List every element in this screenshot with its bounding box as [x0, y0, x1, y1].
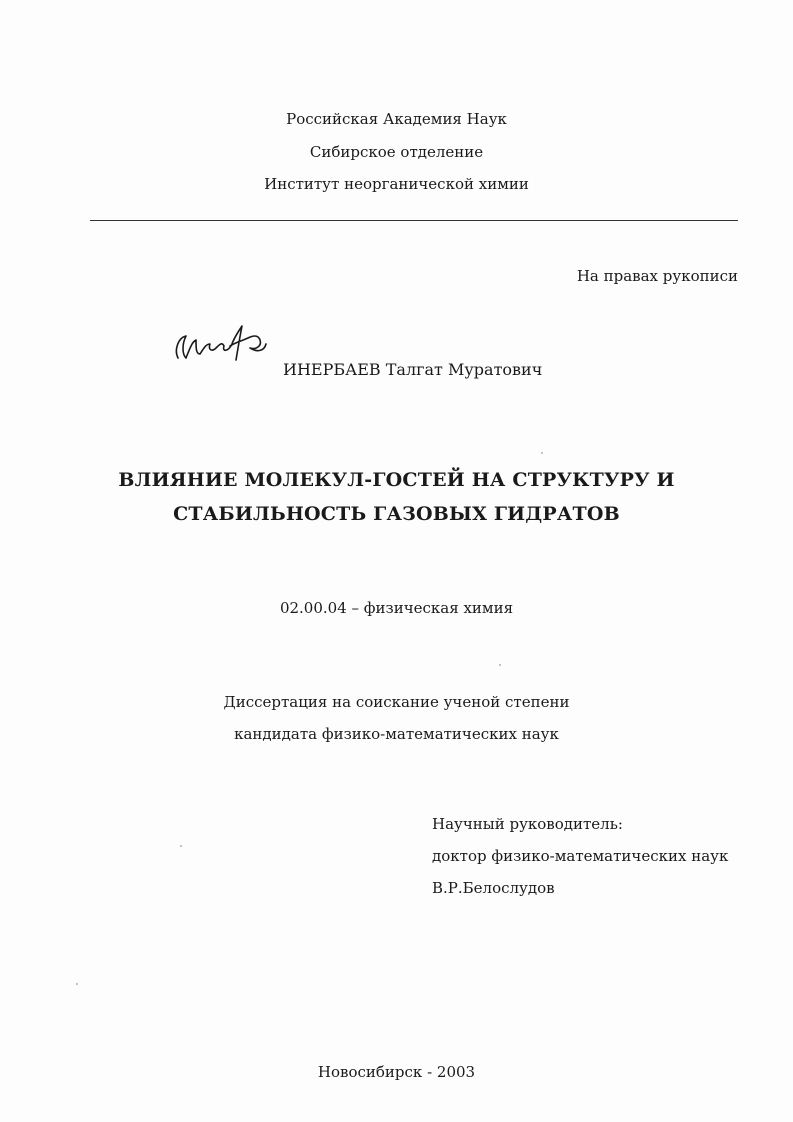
- rights-note: На правах рукописи: [576, 267, 738, 285]
- degree-line-2: кандидата физико-математических наук: [234, 725, 559, 743]
- scan-speck: [180, 845, 182, 847]
- specialty-code: 02.00.04 – физическая химия: [279, 599, 514, 617]
- dissertation-title-line-2: СТАБИЛЬНОСТЬ ГАЗОВЫХ ГИДРАТОВ: [173, 503, 620, 525]
- author-signature: [172, 318, 272, 366]
- scan-speck: [541, 452, 543, 454]
- author-name: ИНЕРБАЕВ Талгат Муратович: [283, 360, 543, 379]
- dissertation-title-line-1: ВЛИЯНИЕ МОЛЕКУЛ-ГОСТЕЙ НА СТРУКТУРУ И: [118, 469, 675, 491]
- city-year: Новосибирск - 2003: [317, 1063, 476, 1081]
- institute-name: Институт неорганической химии: [264, 175, 529, 193]
- branch-name: Сибирское отделение: [309, 143, 484, 161]
- scan-speck: [499, 664, 501, 666]
- academy-name: Российская Академия Наук: [286, 110, 507, 128]
- advisor-name: В.Р.Белослудов: [432, 879, 555, 897]
- degree-line-1: Диссертация на соискание ученой степени: [223, 693, 570, 711]
- scan-speck: [76, 983, 78, 985]
- advisor-degree: доктор физико-математических наук: [432, 847, 729, 865]
- header-divider: [90, 220, 738, 221]
- advisor-label: Научный руководитель:: [432, 815, 623, 833]
